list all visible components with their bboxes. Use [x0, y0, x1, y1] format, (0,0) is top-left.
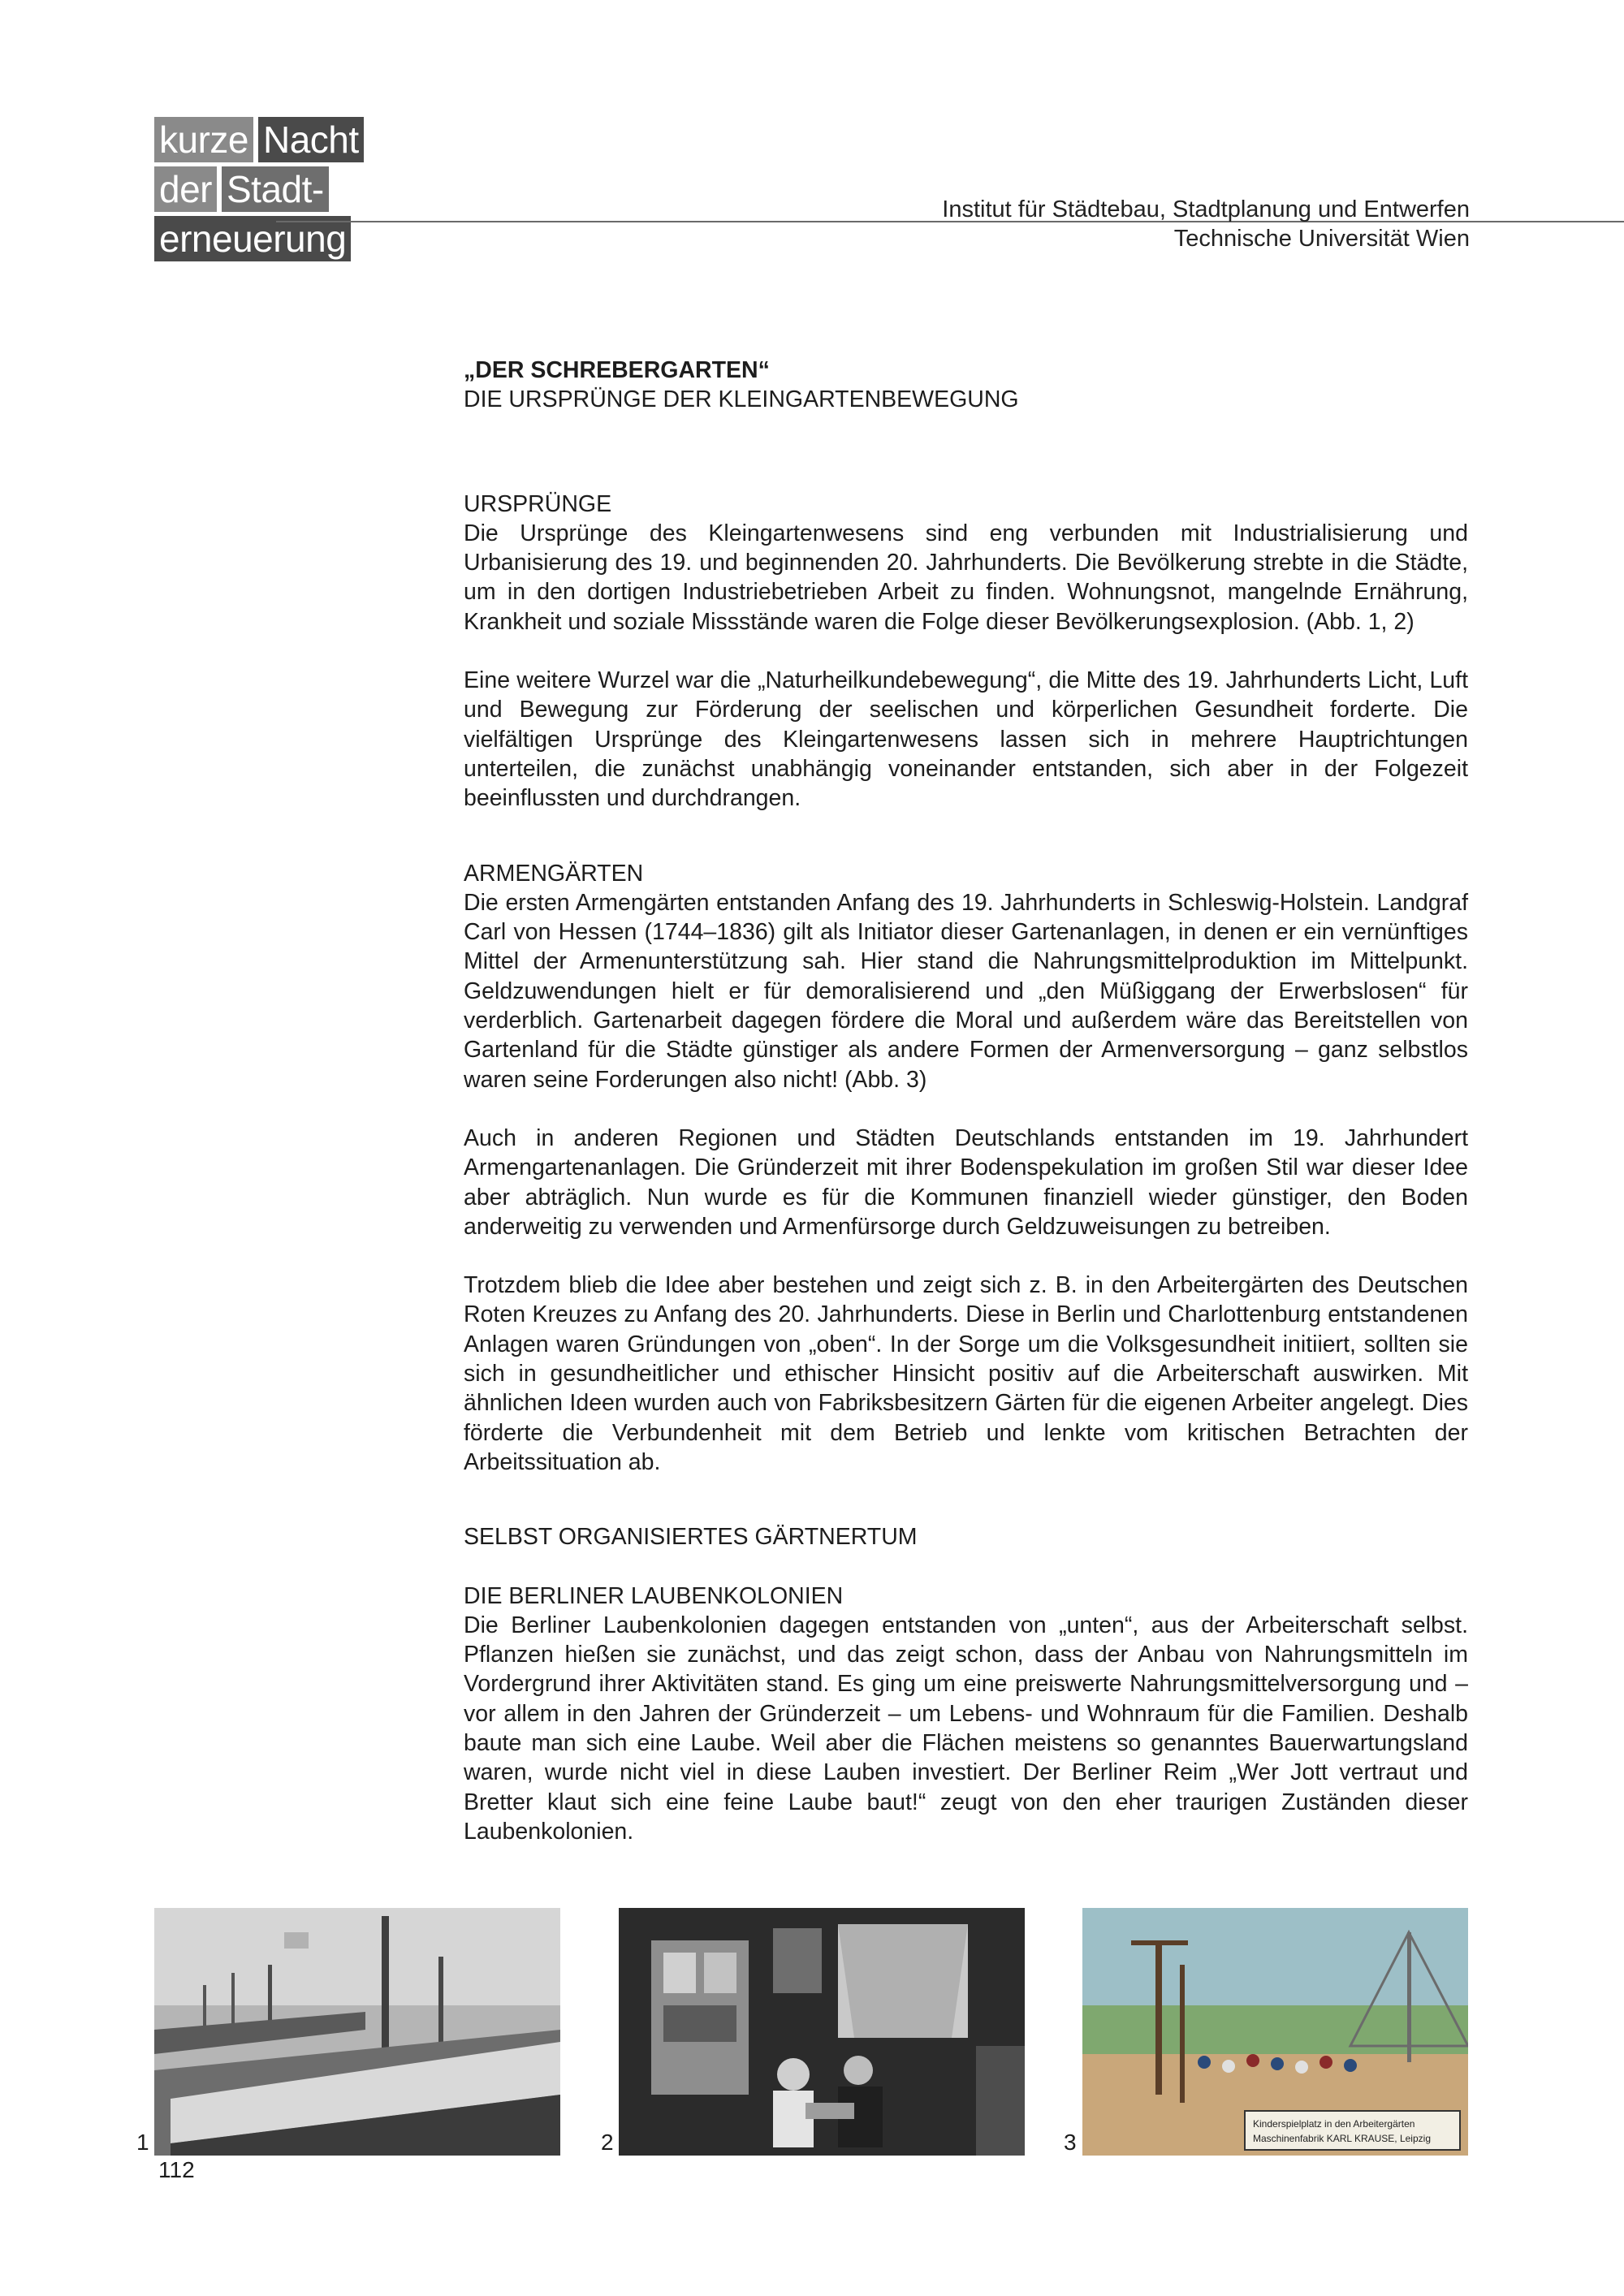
postcard-caption-line-1: Kinderspielplatz in den Arbeitergärten: [1253, 2118, 1415, 2130]
paragraph-armengarten-2: Auch in anderen Regionen und Städten Deutschlands entstanden im 19. Jahrhundert Armengartenanlagen. Die Gründerzeit mit ihrer Bodenspekulation im großen Stil war dieser Idee aber abträglich. Nun wurde es für die Kommunen finanziell wieder günstiger, den Boden anderweitig zu verwenden und Armenfürsorge durch Geldzuweisungen zu betreiben.: [464, 1124, 1468, 1240]
figure-1-factory-photo: [154, 1908, 560, 2156]
institute-name: Institut für Städtebau, Stadtplanung und Entwerfen: [942, 196, 1470, 222]
paragraph-ursprunge-1: Die Ursprünge des Kleingartenwesens sind eng verbunden mit Industrialisierung und Urbanisierung des 19. und beginnenden 20. Jahrhunderts. Die Bevölkerung strebte in die Städte, um in den dortigen Industriebetrieben Arbeit zu finden. Wohnungsnot, mangelnde Ernährung, Krankheit und soziale Missstände waren die Folge dieser Bevölkerungsexplosion. (Abb. 1, 2): [464, 520, 1468, 635]
figure-3-number: 3: [1064, 2130, 1077, 2155]
logo: [154, 117, 364, 265]
paragraph-ursprunge-2: Eine weitere Wurzel war die „Naturheilkundebewegung“, die Mitte des 19. Jahrhunderts Licht, Luft und Bewegung zur Förderung der seelischen und körperlichen Gesundheit forderte. Die vielfältigen Ursprünge des Kleingartenwesens lassen sich in mehrere Hauptrichtungen unterteilen, die zunächst unabhängig voneinander entstanden, sich aber in der Folgezeit beeinflussten und durchdrangen.: [464, 667, 1468, 812]
paragraph-armengarten-3: Trotzdem blieb die Idee aber bestehen und zeigt sich z. B. in den Arbeitergärten des Deutschen Roten Kreuzes zu Anfang des 20. Jahrhunderts. Diese in Berlin und Charlottenburg entstandenen Anlagen waren Gründungen von „oben“. In der Sorge um die Volksgesundheit initiiert, sollten sie sich in gesundheitlicher und ethischer Hinsicht positiv auf die Arbeiterschaft auswirken. Mit ähnlichen Ideen wurden auch von Fabriksbesitzern Gärten für die eigenen Arbeiter angelegt. Dies förderte die Verbundenheit mit dem Betrieb und lenkte vom kritischen Betrachten der Arbeitssituation ab.: [464, 1272, 1468, 1475]
playground-illustration: [1082, 1908, 1468, 2156]
section-heading-selbst: SELBST ORGANISIERTES GÄRTNERTUM: [464, 1524, 918, 1551]
logo-row-2: [154, 166, 364, 212]
article-subtitle: DIE URSPRÜNGE DER KLEINGARTENBEWEGUNG: [464, 386, 1019, 413]
page-number: 112: [158, 2157, 195, 2182]
article-body: [464, 356, 1468, 1846]
figure-2-number: 2: [601, 2130, 614, 2155]
section-heading-ursprunge: URSPRÜNGE: [464, 490, 612, 517]
logo-word-kurze: kurze: [154, 117, 253, 162]
university-name: Technische Universität Wien: [1173, 226, 1470, 252]
institute-header: [942, 195, 1470, 253]
factory-illustration: [154, 1908, 560, 2156]
figure-3-playground-postcard: [1082, 1908, 1468, 2156]
logo-row-3: [154, 216, 364, 261]
logo-word-der: der: [154, 166, 217, 212]
postcard-caption-line-2: Maschinenfabrik KARL KRAUSE, Leipzig: [1253, 2133, 1431, 2144]
figure-2-interior-photo: [619, 1908, 1025, 2156]
section-heading-laubenkolonien: DIE BERLINER LAUBENKOLONIEN: [464, 1582, 844, 1609]
logo-word-nacht: Nacht: [258, 117, 364, 162]
paragraph-laubenkolonien-1: Die Berliner Laubenkolonien dagegen entstanden von „unten“, aus der Arbeiterschaft selbst. Pflanzen hießen sie zunächst, und das zeigt schon, dass der Anbau von Nahrungsmitteln im Vordergrund ihrer Aktivitäten stand. Es ging um eine preiswerte Nahrungsmittelversorgung und – vor allem in den Jahren der Gründerzeit – um Lebens- und Wohnraum für die Familien. Deshalb baute man sich eine Laube. Weil aber die Flächen meistens so genanntes Bauerwartungsland waren, wurde nicht viel in diese Lauben investiert. Der Berliner Reim „Wer Jott vertraut und Bretter klaut sich eine feine Laube baut!“ zeugt von den eher traurigen Zuständen dieser Laubenkolonien.: [464, 1612, 1468, 1845]
figure-1-number: 1: [136, 2130, 149, 2155]
paragraph-armengarten-1: Die ersten Armengärten entstanden Anfang des 19. Jahrhunderts in Schleswig-Holstein. Landgraf Carl von Hessen (1744–1836) gilt als Initiator dieser Gartenanlagen, in denen er ein vernünftiges Mittel der Armenunterstützung sah. Hier stand die Nahrungsmittelproduktion im Mittelpunkt. Geldzuwendungen hielt er für demoralisierend und „den Müßiggang der Erwerbslosen“ für verderblich. Gartenarbeit dagegen fördere die Moral und außerdem wäre das Bereitstellen von Gartenland für die Städte günstiger als andere Formen der Armenversorgung – ganz selbstlos waren seine Forderungen also nicht! (Abb. 3): [464, 889, 1468, 1093]
interior-illustration: [619, 1908, 1025, 2156]
logo-word-erneuerung: erneuerung: [154, 216, 351, 261]
logo-row-1: [154, 117, 364, 162]
section-heading-armengarten: ARMENGÄRTEN: [464, 860, 644, 887]
article-title: „DER SCHREBERGARTEN“: [464, 357, 770, 383]
logo-word-stadt: Stadt-: [222, 166, 329, 212]
